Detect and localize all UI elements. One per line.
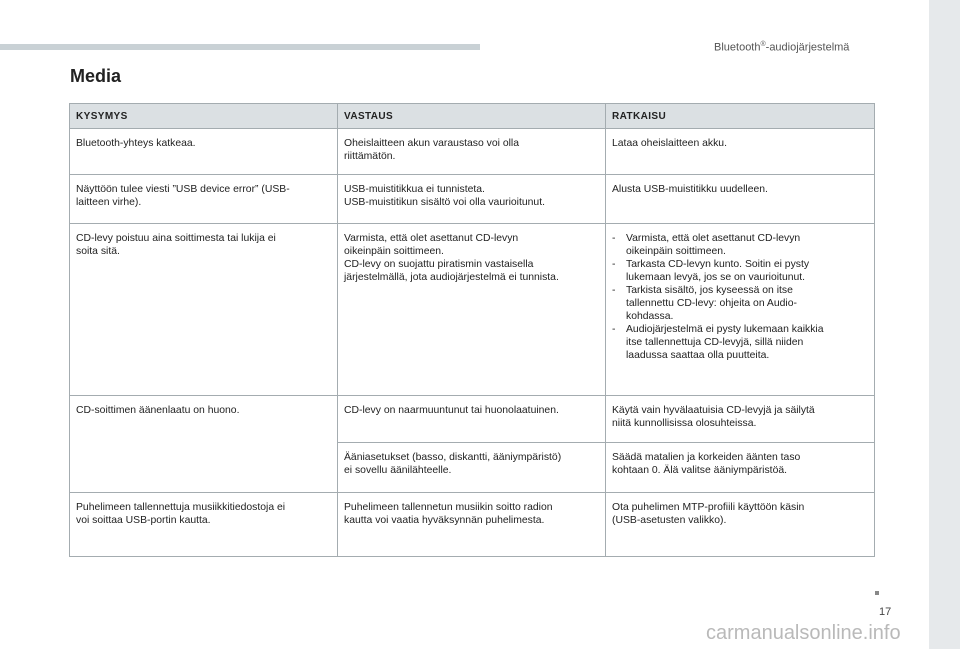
answer-cell: USB-muistitikkua ei tunnisteta. USB-muistitikun sisältö voi olla vaurioitunut. xyxy=(338,175,606,224)
solution-cell xyxy=(606,224,875,396)
table-row xyxy=(70,129,875,175)
list-item: - Audiojärjestelmä ei pysty lukemaan kaikkia itse tallennettuja CD-levyjä, sillä niiden laadussa saattaa olla puutteita. xyxy=(612,324,824,361)
question-cell: Näyttöön tulee viesti ”USB device error” (USB- laitteen virhe). xyxy=(70,175,338,224)
answer-cell: CD-levy on naarmuuntunut tai huonolaatuinen. xyxy=(338,396,606,443)
answer-cell: Ääniasetukset (basso, diskantti, ääniympäristö) ei sovellu äänilähteelle. xyxy=(338,443,606,493)
question-cell: Puhelimeen tallennettuja musiikkitiedostoja ei voi soittaa USB-portin kautta. xyxy=(70,493,338,557)
solution-cell: Käytä vain hyvälaatuisia CD-levyjä ja säilytä niitä kunnollisissa olosuhteissa. xyxy=(606,396,875,443)
column-header-solution: RATKAISU xyxy=(606,104,875,129)
page-title: Media xyxy=(70,66,122,86)
page-marker-dot xyxy=(875,591,879,595)
table-row xyxy=(70,396,875,443)
solution-cell: Ota puhelimen MTP-profiili käyttöön käsin (USB-asetusten valikko). xyxy=(606,493,875,557)
answer-cell: Varmista, että olet asettanut CD-levyn oikeinpäin soittimeen. CD-levy on suojattu piratismin vastaisella järjestelmällä, jota audiojärjestelmä ei tunnista. xyxy=(338,224,606,396)
question-cell: CD-levy poistuu aina soittimesta tai lukija ei soita sitä. xyxy=(70,224,338,396)
solution-cell: Lataa oheislaitteen akku. xyxy=(606,129,875,175)
side-strip xyxy=(929,0,960,649)
table-row xyxy=(70,224,875,396)
troubleshooting-table xyxy=(69,103,875,557)
column-header-answer: VASTAUS xyxy=(338,104,606,129)
list-item: - Tarkista sisältö, jos kyseessä on itse tallennettu CD-levy: ohjeita on Audio- kohdassa. xyxy=(612,285,797,322)
watermark: carmanualsonline.info xyxy=(706,622,901,644)
solution-cell: Säädä matalien ja korkeiden äänten taso kohtaan 0. Älä valitse ääniympäristöä. xyxy=(606,443,875,493)
section-header: Bluetooth®-audiojärjestelmä xyxy=(714,41,850,54)
answer-cell: Oheislaitteen akun varaustaso voi olla riittämätön. xyxy=(338,129,606,175)
column-header-question: KYSYMYS xyxy=(70,104,338,129)
table-row xyxy=(70,175,875,224)
solution-bullet-list xyxy=(612,232,868,362)
list-item: - Tarkasta CD-levyn kunto. Soitin ei pysty lukemaan levyä, jos se on vaurioitunut. xyxy=(612,259,810,283)
question-cell: CD-soittimen äänenlaatu on huono. xyxy=(70,396,338,493)
question-cell: Bluetooth-yhteys katkeaa. xyxy=(70,129,338,175)
answer-cell: Puhelimeen tallennetun musiikin soitto radion kautta voi vaatia hyväksynnän puhelimesta. xyxy=(338,493,606,557)
page-number: 17 xyxy=(879,606,892,618)
table-row xyxy=(70,493,875,557)
table-header-row xyxy=(70,104,875,129)
solution-cell: Alusta USB-muistitikku uudelleen. xyxy=(606,175,875,224)
top-rule xyxy=(0,44,480,50)
list-item: - Varmista, että olet asettanut CD-levyn oikeinpäin soittimeen. xyxy=(612,233,801,257)
